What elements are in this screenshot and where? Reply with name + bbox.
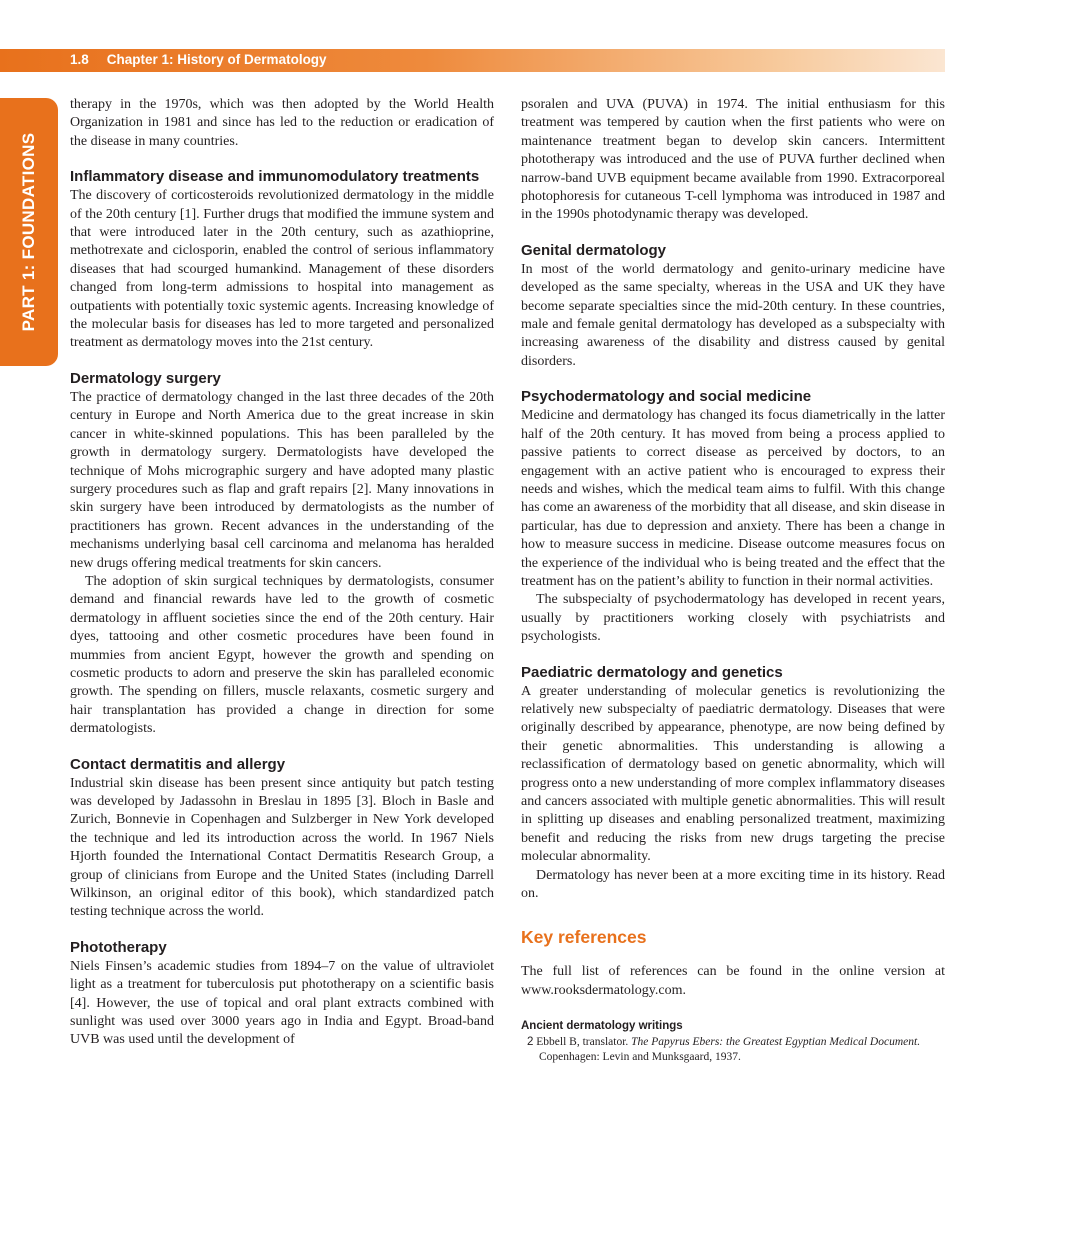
reference-publisher: Copenhagen: Levin and Munksgaard, 1937. xyxy=(539,1051,741,1064)
left-intro-paragraph: therapy in the 1970s, which was then adopted by the World Health Organization in 1981 and since has led to the reduction or eradication of the disease in many countries. xyxy=(70,97,494,149)
references-subheading: Ancient dermatology writings xyxy=(521,1020,683,1033)
key-references-note: The full list of references can be found in the online version at www.rooksdermatology.com. xyxy=(521,964,945,998)
reference-item xyxy=(521,1035,945,1065)
running-header xyxy=(70,52,327,67)
paragraph: The adoption of skin surgical techniques by dermatologists, consumer demand and financial rewards have led to the growth of cosmetic dermatology in affluent societies since the end of the 20th century. Hair dyes, tattooing and other cosmetic procedures have been found in mummies from ancient Egypt, however the growth and spending on cosmetic products to adorn and preserve the skin has paralleled economic growth. The spending on fillers, muscle relaxants, cosmetic surgery and hair transplantation has provided a change in direction for some dermatologists. xyxy=(70,573,494,737)
section-heading-surgery: Dermatology surgery xyxy=(70,369,221,387)
reference-number: 2 xyxy=(527,1036,534,1049)
part-side-tab-label: PART 1: FOUNDATIONS xyxy=(19,132,38,332)
section-heading-psychodermatology: Psychodermatology and social medicine xyxy=(521,388,812,406)
right-column xyxy=(521,96,945,1065)
right-intro-paragraph: psoralen and UVA (PUVA) in 1974. The initial enthusiasm for this treatment was tempered by caution when the first patients who were on maintenance treatment began to develop skin cancers. Intermittent phototherapy was introduced and the use of PUVA further declined when narrow-band UVB equipment became available from 1990. Extracorporeal photophoresis for cutaneous T-cell lymphoma was introduced in 1987 and in the 1990s photodynamic therapy was developed. xyxy=(521,97,945,223)
paragraph: The subspecialty of psychodermatology has developed in recent years, usually by practitioners working closely with psychiatrists and psychologists. xyxy=(521,592,945,645)
paragraph: The discovery of corticosteroids revolutionized dermatology in the middle of the 20th century [1]. Further drugs that modified the immune system and that were introduced later in the 20th century, such as azathioprine, methotrexate and ciclosporin, enabled the control of serious inflammatory diseases that had scourged humankind. Management of these disorders changed from long-term admissions to hospital into management as outpatients with potentially toxic systemic agents. Increasing knowledge of the molecular basis for diseases has led to more targeted and personalized treatment as dermatology moves into the 21st century. xyxy=(70,188,494,351)
page-number: 1.8 xyxy=(70,52,89,67)
paragraph: In most of the world dermatology and genito-urinary medicine have developed as the same specialty, whereas in the USA and UK they have become separate specialties since the mid-20th century. In these countries, male and female genital dermatology has developed as a subspecialty with increasing awareness of the disability and distress caused by genital disorders. xyxy=(521,261,945,369)
key-references-heading: Key references xyxy=(521,927,647,948)
section-heading-phototherapy: Phototherapy xyxy=(70,938,167,956)
chapter-title: Chapter 1: History of Dermatology xyxy=(106,52,327,67)
section-heading-genital: Genital dermatology xyxy=(521,241,667,259)
paragraph: Niels Finsen’s academic studies from 1894–7 on the value of ultraviolet light as a treatment for tuberculosis put phototherapy on a scientific basis [4]. However, the use of topical and oral plant extracts combined with sunlight was used over 3000 years ago in India and Egypt. Broad-band UVB was used until the development of xyxy=(70,958,494,1048)
reference-title: The Papyrus Ebers: the Greatest Egyptian Medical Document. xyxy=(631,1036,921,1049)
section-heading-contact-dermatitis: Contact dermatitis and allergy xyxy=(70,755,286,773)
left-column xyxy=(70,96,494,1050)
paragraph: Medicine and dermatology has changed its focus diametrically in the latter half of the 20th century. It has moved from being a process applied to passive patients to correct disease as perceived by doctors, to an engagement with an active patient who is encouraged to express their needs and wishes, which the medical team aims to fulfil. With this change has come an awareness of the morbidity that all disease, and skin disease in particular, has due to depression and anxiety. There has been a change in how to measure success in medicine. Disease outcome measures focus on the experience of the individual who is being treated and the effect that the treatment has on the patient’s ability to function in their normal activities. xyxy=(521,408,945,589)
paragraph: Dermatology has never been at a more exciting time in its history. Read on. xyxy=(521,867,945,902)
section-heading-paediatric: Paediatric dermatology and genetics xyxy=(521,663,783,681)
paragraph: A greater understanding of molecular genetics is revolutionizing the relatively new subspecialty of paediatric dermatology. Diseases that were originally described by appearance, phenotype, are now being defined by their genetic abnormalities. This understanding is allowing a reclassification of dermatology based on genetic abnormality, which will progress onto a new understanding of more complex inflammatory diseases and cancers associated with multiple genetic abnormalities. This will result in splitting up diseases and enabling personalized treatment, maximizing benefit and reducing the risks from new drugs targeting the precise molecular abnormality. xyxy=(521,683,945,865)
paragraph: Industrial skin disease has been present since antiquity but patch testing was developed by Jadassohn in Breslau in 1895 [3]. Bloch in Basle and Zurich, Bonnevie in Copenhagen and Sulzberger in New York developed the technique and led its introduction across the world. In 1967 Niels Hjorth founded the International Contact Dermatitis Research Group, a group of clinicians from Europe and the United States (including Darrell Wilkinson, an original editor of this book), which standardized patch testing technique across the world. xyxy=(70,775,494,920)
reference-authors: Ebbell B, translator. xyxy=(536,1036,629,1049)
paragraph: The practice of dermatology changed in the last three decades of the 20th century in Europe and North America due to the great increase in skin cancer in white-skinned populations. This has been paralleled by the growth in dermatology surgery. Dermatologists have developed the technique of Mohs micrographic surgery and have adopted many plastic surgery procedures such as flap and graft repairs [2]. Many innovations in skin surgery have been introduced by dermatologists as the number of practitioners has grown. Recent advances in the understanding of the mechanisms underlying basal cell carcinoma and melanoma has heralded new drugs offering medical treatments for skin cancers. xyxy=(70,389,494,571)
section-heading-inflammatory: Inflammatory disease and immunomodulatory treatments xyxy=(70,168,480,186)
